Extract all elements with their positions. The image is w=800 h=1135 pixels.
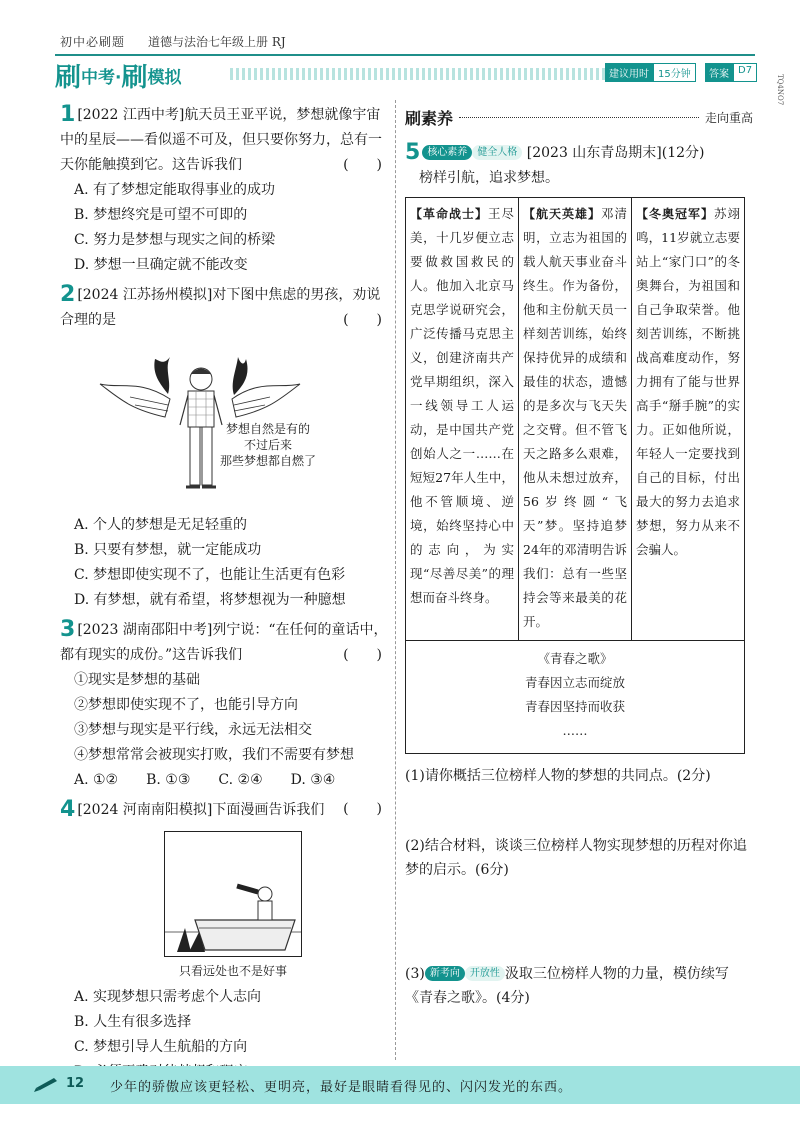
section-name: 刷素养 (405, 108, 454, 128)
option[interactable]: A. 个人的梦想是无足轻重的 (74, 517, 248, 533)
subquestion-3 (405, 962, 753, 1010)
banner-text: 模拟 (147, 67, 182, 88)
poem-line: 青春因立志而绽放 (524, 675, 625, 690)
answer-paren[interactable]: ( ) (343, 312, 382, 328)
question-number: 2 (60, 282, 76, 307)
pen-icon (34, 1074, 60, 1092)
anxious-boy-illustration (60, 339, 390, 507)
header-divider (55, 54, 755, 56)
option-row[interactable]: A. ①② B. ①③ C. ②④ D. ③④ (74, 772, 336, 788)
caption-line: 那些梦想都自燃了 (220, 454, 317, 468)
subject-title: 道德与法治七年级上册 RJ (148, 35, 286, 49)
material-text: 苏翊鸣，11岁就立志要站上“家门口”的冬奥舞台，为祖国和自己争取荣誉。他刻苦训练，不断挑战高难度动作，努力拥有了能与世界高手“掰手腕”的实力。正如他所说，年轻人一定要找到自己的目标，付出最大的努力去追求梦想，努力从来不会骗人。 (636, 206, 740, 557)
material-title: 【航天英雄】 (523, 207, 601, 221)
question-4 (60, 797, 390, 1085)
time-label: 建议用时 (605, 63, 653, 82)
question-intro: 榜样引航，追求梦想。 (419, 170, 559, 186)
question-number: 4 (60, 797, 76, 822)
material-olympian (632, 198, 744, 640)
subquestion-1: (1)请你概括三位榜样人物的梦想的共同点。(2分) (405, 768, 711, 784)
question-number: 3 (60, 617, 76, 642)
statement: ③梦想与现实是平行线，永远无法相交 (74, 722, 312, 738)
time-value: 15分钟 (653, 63, 696, 82)
material-title: 【冬奥冠军】 (636, 207, 714, 221)
material-text: 邓清明，立志为祖国的载人航天事业奋斗终生。作为备份，他和主份航天员一样刻苦训练，始终保持优异的成绩和最佳的状态，遗憾的是多次与飞天失之交臂。但不管飞天之路多么艰难，他从未想过放弃，56岁终圆“飞天”梦。坚持追梦24年的邓清明告诉我们：总有一些坚持会等来最美的花开。 (523, 206, 627, 629)
poem-title: 《青春之歌》 (537, 651, 613, 666)
page-number: 12 (66, 1076, 85, 1091)
option[interactable]: B. 只要有梦想，就一定能成功 (74, 542, 262, 558)
section-arrow (459, 117, 699, 118)
suggested-time (605, 63, 696, 82)
question-number: 5 (405, 140, 421, 165)
subquestion-2: (2)结合材料，谈谈三位榜样人物实现梦想的历程对你追梦的启示。(6分) (405, 838, 747, 878)
illustration-caption (220, 421, 316, 469)
personality-tag: 健全人格 (472, 145, 522, 160)
material-box (405, 197, 745, 754)
material-revolutionary (406, 198, 519, 640)
poem-line: 青春因坚持而收获 (524, 699, 625, 714)
option[interactable]: C. 梦想即使实现不了，也能让生活更有色彩 (74, 567, 346, 583)
option[interactable]: B. 梦想终究是可望不可即的 (74, 207, 248, 223)
answer-paren[interactable]: ( ) (343, 647, 382, 663)
answer-space[interactable] (405, 788, 753, 824)
question-5 (405, 140, 753, 1010)
core-literacy-tag: 核心素养 (422, 145, 472, 160)
material-text: 王尽美，十几岁便立志要做救国救民的人。他加入北京马克思学说研究会，广泛传播马克思主义，创建济南共产党早期组织，深入一线领导工人运动，是中国共产党创始人之一……在短短27年人生中，他不管顺境、逆境，始终坚持心中的志向，为实现“尽善尽美”的理想而奋斗终身。 (410, 206, 514, 605)
question-3 (60, 617, 390, 793)
option[interactable]: D. 梦想一旦确定就不能改变 (74, 257, 248, 273)
option[interactable]: A. 实现梦想只需考虑个人志向 (74, 989, 262, 1005)
series-title: 初中必刷题 (60, 35, 126, 49)
banner-char: 刷 (121, 62, 148, 93)
right-column (405, 102, 753, 1010)
question-text: [2022 江西中考]航天员王亚平说，梦想就像宇宙中的星辰——看似遥不可及，但只要你努力，总有一天你能触摸到它。这告诉我们 (60, 107, 382, 173)
option[interactable]: C. 梦想引导人生航船的方向 (74, 1039, 248, 1055)
answer-value: D7 (733, 63, 757, 82)
answer-paren[interactable]: ( ) (343, 157, 382, 173)
option[interactable]: A. 有了梦想定能取得事业的成功 (74, 182, 276, 198)
question-text: [2024 河南南阳模拟]下面漫画告诉我们 (77, 802, 325, 818)
cartoon-caption: 只看远处也不是好事 (178, 964, 287, 978)
cartoon-frame (164, 831, 302, 957)
question-number: 1 (60, 102, 76, 127)
open-ended-tag: 开放性 (465, 966, 505, 981)
material-title: 【革命战士】 (410, 207, 488, 221)
material-astronaut (519, 198, 632, 640)
left-column (60, 102, 390, 1085)
question-1 (60, 102, 390, 278)
statement: ①现实是梦想的基础 (74, 672, 200, 688)
material-columns (406, 198, 744, 641)
subquestion-text: 汲取三位榜样人物的力量，模仿续写《青春之歌》。(4分) (405, 966, 729, 1006)
question-2 (60, 282, 390, 613)
column-divider (395, 100, 396, 1060)
poem (406, 641, 744, 753)
caption-line: 梦想自然是有的 (226, 422, 311, 436)
boat-telescope-drawing (165, 832, 302, 957)
banner-stripe (230, 68, 605, 80)
answer-paren[interactable]: ( ) (343, 801, 382, 817)
answer-ref (705, 63, 757, 82)
question-source: [2023 山东青岛期末](12分) (526, 145, 705, 161)
banner-char: 刷 (55, 62, 82, 93)
new-trend-tag: 新考向 (425, 966, 465, 981)
statement: ②梦想即使实现不了，也能引导方向 (74, 697, 298, 713)
section-banner (55, 58, 182, 92)
answer-label: 答案 (705, 63, 733, 82)
side-code: TQ4NO7 (776, 74, 784, 106)
question-text: [2023 湖南邵阳中考]列宁说：“在任何的童话中，都有现实的成份。”这告诉我们 (60, 622, 388, 663)
banner-text: 中考· (81, 67, 122, 88)
statement: ④梦想常常会被现实打败，我们不需要有梦想 (74, 747, 354, 763)
section-goal: 走向重高 (704, 110, 753, 125)
option[interactable]: D. 有梦想，就有希望，将梦想视为一种臆想 (74, 592, 346, 608)
caption-line: 不过后来 (244, 438, 293, 452)
option[interactable]: B. 人生有很多选择 (74, 1014, 192, 1030)
poem-ellipsis: …… (562, 723, 588, 738)
footer-quote: 少年的骄傲应该更轻松、更明亮，最好是眼睛看得见的、闪闪发光的东西。 (110, 1080, 573, 1095)
question-text: [2024 江苏扬州模拟]对下图中焦虑的男孩，劝说合理的是 (60, 287, 381, 328)
subquestion-prefix: (3) (405, 966, 425, 982)
cartoon-illustration (60, 829, 390, 979)
answer-space[interactable] (405, 882, 753, 952)
section-title (405, 102, 753, 132)
option[interactable]: C. 努力是梦想与现实之间的桥梁 (74, 232, 276, 248)
